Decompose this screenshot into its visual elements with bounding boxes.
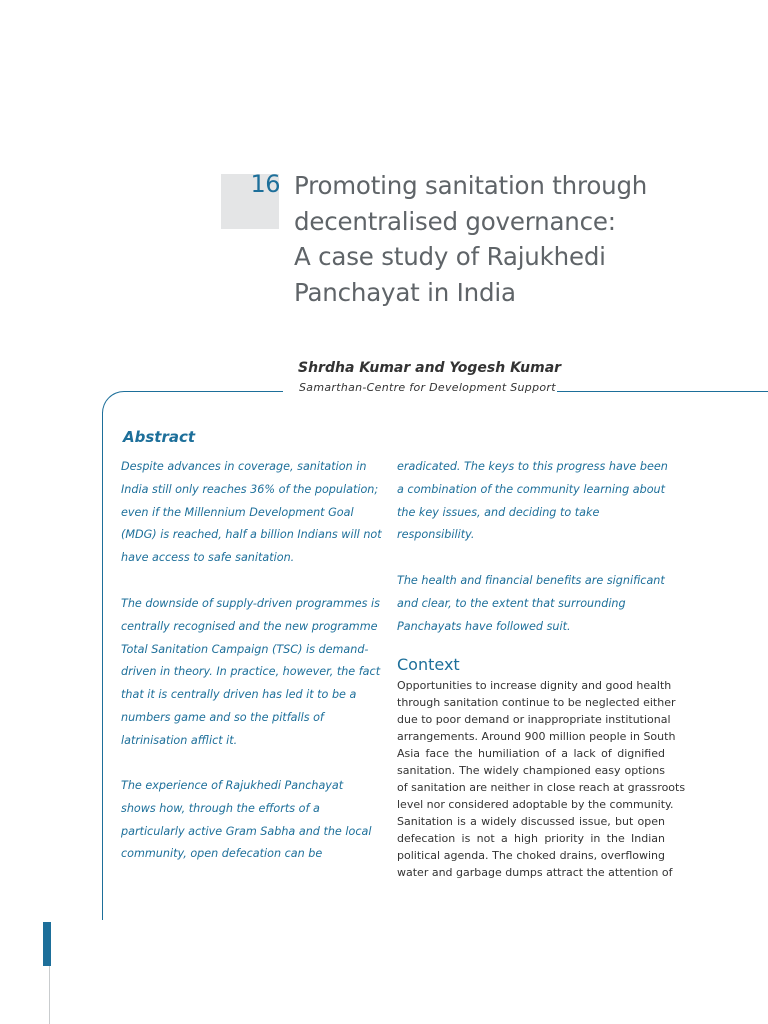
abstract-line: The health and financial benefits are significant <box>397 574 665 587</box>
abstract-paragraph <box>121 775 371 866</box>
abstract-paragraph <box>397 570 665 638</box>
body-line: defecation is not a high priority in the Indian <box>397 832 665 845</box>
chapter-title-line: Panchayat in India <box>294 277 516 307</box>
page-edge-marker <box>43 922 51 966</box>
body-line: through sanitation continue to be neglected either <box>397 696 676 709</box>
body-line: sanitation. The widely championed easy options <box>397 764 665 777</box>
abstract-line: India still only reaches 36% of the population; <box>121 482 379 496</box>
body-line: due to poor demand or inappropriate institutional <box>397 713 671 726</box>
abstract-line: latrinisation afflict it. <box>121 733 238 747</box>
abstract-line: numbers game and so the pitfalls of <box>121 710 324 724</box>
frame-top-rule <box>557 391 768 392</box>
abstract-line: even if the Millennium Development Goal <box>121 505 354 519</box>
abstract-paragraph <box>121 456 382 570</box>
body-line: level nor considered adoptable by the community. <box>397 798 674 811</box>
abstract-paragraph <box>121 593 380 753</box>
abstract-line: have access to safe sanitation. <box>121 551 295 565</box>
chapter-number: 16 <box>250 170 280 198</box>
body-line: arrangements. Around 900 million people in South <box>397 730 676 743</box>
abstract-line: Total Sanitation Campaign (TSC) is demand- <box>121 642 369 656</box>
abstract-line: Panchayats have followed suit. <box>397 619 571 633</box>
abstract-line: centrally recognised and the new programme <box>121 619 378 633</box>
abstract-line: driven in theory. In practice, however, the fact <box>121 665 381 679</box>
abstract-line: shows how, through the efforts of a <box>121 801 320 815</box>
abstract-line: The experience of Rajukhedi Panchayat <box>121 779 344 792</box>
body-line: Sanitation is a widely discussed issue, but open <box>397 815 665 828</box>
body-line: Asia face the humiliation of a lack of dignified <box>397 747 665 760</box>
affiliation: Samarthan-Centre for Development Support <box>299 381 556 394</box>
frame-corner <box>102 391 283 416</box>
abstract-line: community, open defecation can be <box>121 847 323 861</box>
authors: Shrdha Kumar and Yogesh Kumar <box>298 360 562 376</box>
abstract-paragraph <box>397 456 668 547</box>
chapter-title-line: Promoting sanitation through <box>294 171 648 200</box>
chapter-title <box>294 168 754 310</box>
abstract-line: eradicated. The keys to this progress have been <box>397 460 668 473</box>
abstract-line: a combination of the community learning about <box>397 482 666 496</box>
abstract-line: the key issues, and deciding to take <box>397 505 600 519</box>
body-line: water and garbage dumps attract the attention of <box>397 866 673 879</box>
context-body <box>397 677 686 881</box>
body-line: Opportunities to increase dignity and good health <box>397 679 672 692</box>
abstract-line: responsibility. <box>397 528 475 542</box>
abstract-line: The downside of supply-driven programmes is <box>121 597 380 610</box>
abstract-line: that it is centrally driven has led it to be a <box>121 688 357 702</box>
abstract-line: particularly active Gram Sabha and the local <box>121 824 372 838</box>
abstract-line: (MDG) is reached, half a billion Indians will not <box>121 528 382 542</box>
abstract-line: and clear, to the extent that surrounding <box>397 596 626 610</box>
context-heading: Context <box>397 655 460 674</box>
abstract-heading: Abstract <box>123 428 196 446</box>
chapter-title-line: A case study of Rajukhedi <box>294 242 606 271</box>
body-line: of sanitation are neither in close reach at grassroots <box>397 781 686 794</box>
abstract-line: Despite advances in coverage, sanitation in <box>121 460 367 473</box>
chapter-title-line: decentralised governance: <box>294 206 616 236</box>
body-line: political agenda. The choked drains, overflowing <box>397 849 665 862</box>
page-edge-rule <box>49 966 50 1024</box>
frame-left-rule <box>102 412 103 920</box>
